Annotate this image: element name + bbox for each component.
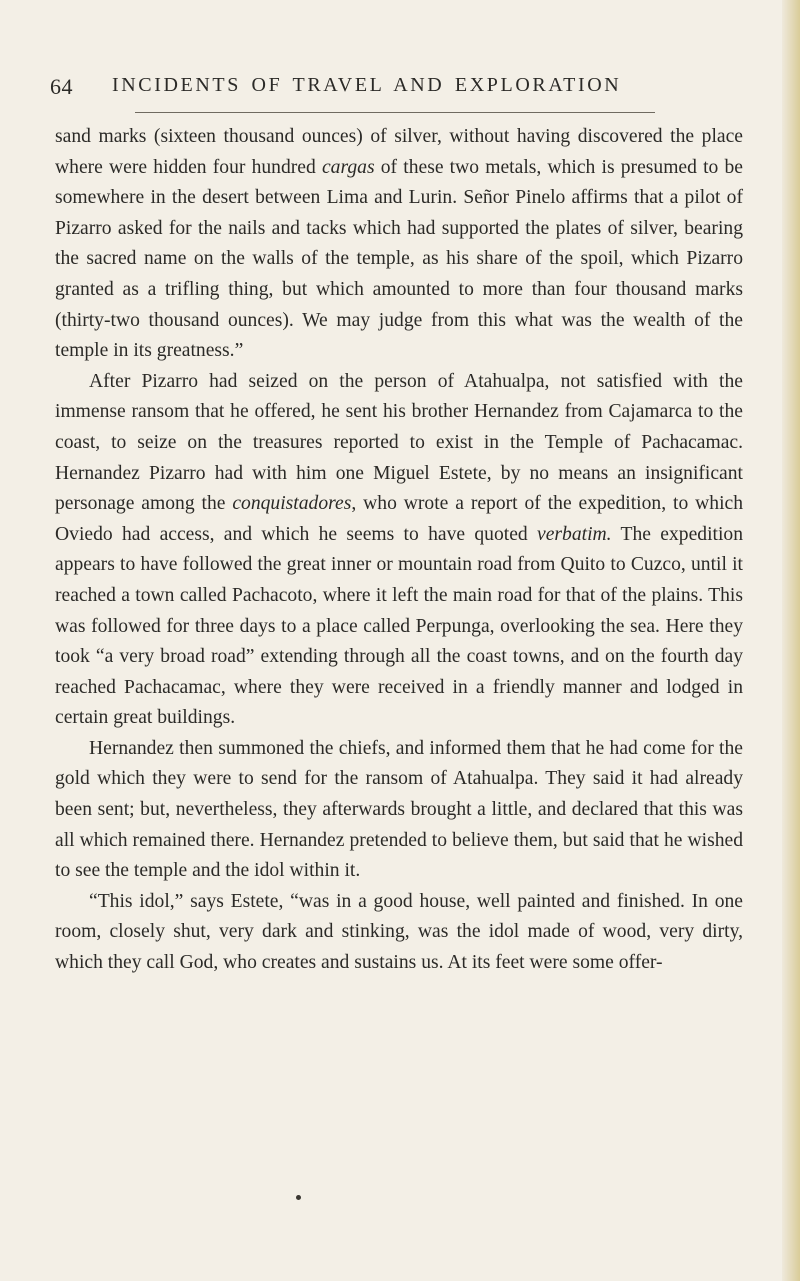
italic-term: conquistadores	[232, 493, 352, 515]
header-rule	[135, 112, 655, 113]
italic-term: cargas	[321, 156, 375, 178]
paragraph-1: sand marks (sixteen thousand ounces) of silver, without having discovered the place where were hidden four hundred cargas of these two metals, which is presumed to be somewhere in the desert between Lima and Lurin. Señor Pinelo affirms that a pilot of Pizarro asked for the nails and tacks which had supported the plates of silver, bearing the sacred name on the walls of the temple, as his share of the spoil, which Pizarro granted as a trifling thing, but which amounted to more than four thousand marks (thirty-two thousand ounces). We may judge from this what was the wealth of the temple in its greatness.”	[55, 126, 743, 362]
page-header	[50, 74, 740, 106]
page-edge-shadow	[782, 0, 800, 1281]
paragraph-3: Hernandez then summoned the chiefs, and informed them that he had come for the gold which they were to send for the ransom of Atahualpa. They said it had already been sent; but, nevertheless, they afterwards brought a little, and declared that this was all which remained there. Hernandez pretended to believe them, but said that he wished to see the temple and the idol within it.	[55, 737, 743, 882]
running-title: INCIDENTS OF TRAVEL AND EXPLORATION	[112, 74, 622, 96]
italic-term: verbatim.	[537, 523, 612, 545]
body-text	[55, 122, 743, 979]
paragraph-2: After Pizarro had seized on the person of Atahualpa, not satisfied with the immense ransom that he offered, he sent his brother Hernandez from Cajamarca to the coast, to seize on the treasures reported to exist in the Temple of Pachacamac. Hernandez Pizarro had with him one Miguel Estete, by no means an insignificant personage among the conquistadores, who wrote a report of the expedition, to which Oviedo had access, and which he seems to have quoted verbatim. The expedition appears to have followed the great inner or mountain road from Quito to Cuzco, until it reached a town called Pachacoto, where it left the main road for that of the plains. This was followed for three days to a place called Perpunga, overlooking the sea. Here they took “a very broad road” extending through all the coast towns, and on the fourth day reached Pachacamac, where they were received in a friendly manner and lodged in certain great buildings.	[55, 370, 744, 729]
ink-speck	[296, 1195, 301, 1200]
paragraph-4: “This idol,” says Estete, “was in a good house, well painted and finished. In one room, closely shut, very dark and stinking, was the idol made of wood, very dirty, which they call God, who creates and sustains us. At its feet were some offer-	[55, 890, 743, 974]
page-number: 64	[50, 74, 73, 99]
